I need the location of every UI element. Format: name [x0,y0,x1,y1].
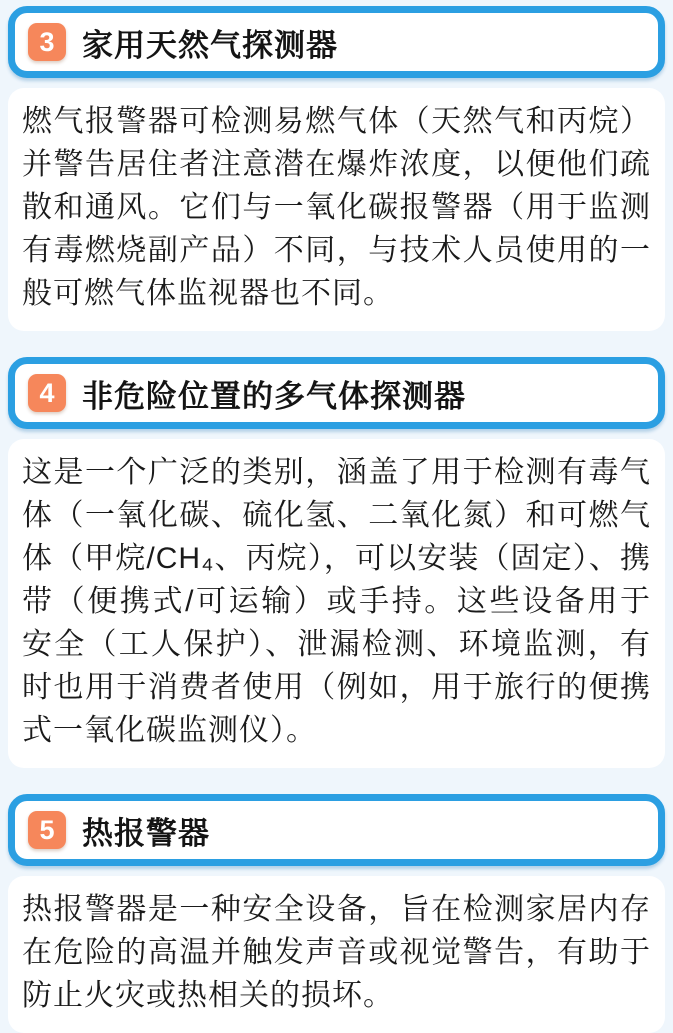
section-header [8,357,665,429]
section-number-badge: 5 [28,811,66,849]
section-header [8,6,665,78]
section-header [8,794,665,866]
section-title: 非危险位置的多气体探测器 [82,378,466,414]
section-heat-alarm [0,794,673,1033]
section-body-card [8,876,665,1033]
section-body-card [8,88,665,331]
section-number-badge: 3 [28,23,66,61]
section-body-text: 燃气报警器可检测易燃气体（天然气和丙烷）并警告居住者注意潜在爆炸浓度，以便他们疏散和通风。它们与一氧化碳报警器（用于监测有毒燃烧副产品）不同，与技术人员使用的一般可燃气体监视器也不同。 [22,105,651,310]
section-title: 家用天然气探测器 [82,27,338,63]
section-body-text: 这是一个广泛的类别，涵盖了用于检测有毒气体（一氧化碳、硫化氢、二氧化氮）和可燃气体（甲烷/CH₄、丙烷），可以安装（固定）、携带（便携式/可运输）或手持。这些设备用于安全（工人保护）、泄漏检测、环境监测，有时也用于消费者使用（例如，用于旅行的便携式一氧化碳监测仪）。 [22,456,651,747]
section-number-badge: 4 [28,374,66,412]
section-body-card [8,439,665,768]
section-multi-gas-detector [0,357,673,768]
section-body-text: 热报警器是一种安全设备，旨在检测家居内存在危险的高温并触发声音或视觉警告，有助于防止火灾或热相关的损坏。 [22,893,651,1012]
section-title: 热报警器 [82,815,210,851]
section-home-natural-gas-detector [0,6,673,331]
